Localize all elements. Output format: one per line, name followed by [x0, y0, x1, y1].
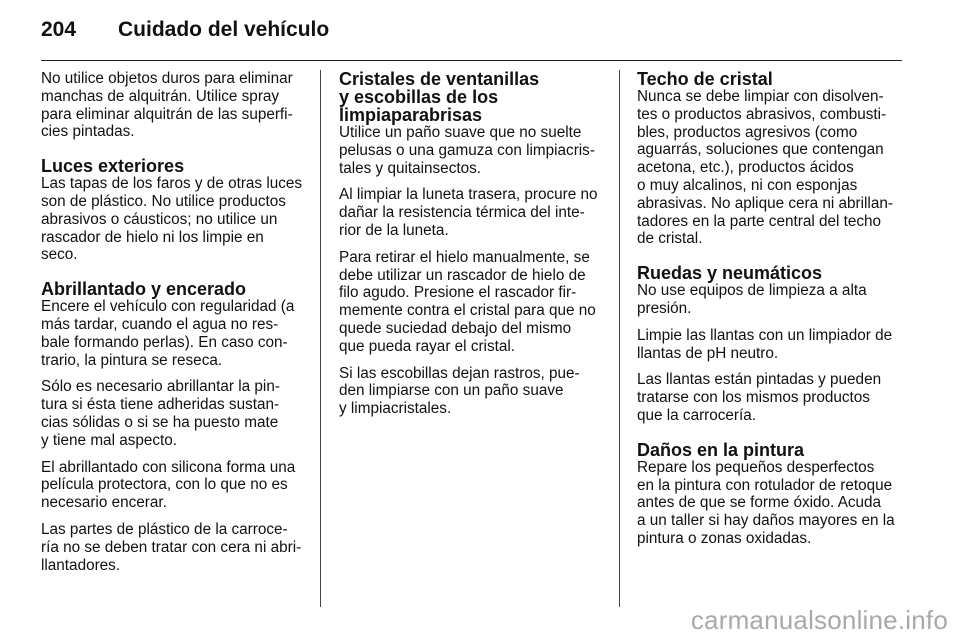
section-heading: Luces exteriores — [41, 156, 185, 177]
intro-paragraph: No utilice objetos duros para eliminar manchas de alquitrán. Utilice spray para eliminar alquitrán de las superfi- cies pintadas. — [41, 70, 293, 141]
section-ruedas — [637, 264, 905, 425]
paragraph: El abrillantado con silicona forma una película protectora, con lo que no es necesario encerar. — [41, 458, 296, 512]
paragraph: Las tapas de los faros y de otras luces son de plástico. No utilice productos abrasivos o cáusticos; no utilice un rascador de hielo ni los limpie en seco. — [41, 175, 303, 264]
paragraph: Repare los pequeños desperfectos en la pintura con rotulador de retoque antes de que se forme óxido. Acuda a un taller si hay daños mayores en la pintura o zonas oxidadas. — [637, 458, 895, 547]
paragraph: Encere el vehículo con regularidad (a más tardar, cuando el agua no res- bale formando perlas). En caso con- trario, la pintura se reseca. — [41, 298, 295, 369]
paragraph: Si las escobillas dejan rastros, pue- den limpiarse con un paño suave y limpiacristales. — [339, 364, 580, 418]
paragraph: Nunca se debe limpiar con disolven- tes o productos abrasivos, combusti- bles, productos agresivos (como aguarrás, soluciones que contengan acetona, etc.), productos ácidos o muy alcalinos, ni con esponjas abrasivas. No aplique cera ni abrillan- tadores en la parte central del techo de cristal. — [637, 88, 893, 248]
section-danos-pintura — [637, 441, 905, 548]
column-divider-1 — [320, 70, 321, 607]
paragraph: Sólo es necesario abrillantar la pin- tura si ésta tiene adheridas sustan- cias sólidas o si se ha puesto mate y tiene mal aspecto. — [41, 378, 280, 449]
section-heading: Techo de cristal — [637, 69, 773, 89]
page-title: Cuidado del vehículo — [118, 18, 330, 41]
paragraph: Limpie las llantas con un limpiador de llantas de pH neutro. — [637, 326, 893, 362]
paragraph: Al limpiar la luneta trasera, procure no dañar la resistencia térmica del inte- rior de la luneta. — [339, 186, 598, 239]
paragraph: Las partes de plástico de la carroce- ría no se deben tratar con cera ni abri- llantadores. — [41, 520, 302, 574]
section-heading: Ruedas y neumáticos — [637, 263, 823, 284]
page-header — [41, 18, 329, 48]
column-2 — [339, 70, 607, 434]
paragraph: Utilice un paño suave que no suelte pelusas o una gamuza con limpiacris- tales y quitainsectos. — [339, 124, 595, 177]
paragraph: Para retirar el hielo manualmente, se debe utilizar un rascador de hielo de filo agudo. Presione el rascador fir- memente contra el cristal para que no quede suciedad debajo del mismo que pueda rayar el cristal. — [339, 248, 596, 355]
watermark: carmanualsonline.info — [690, 605, 948, 635]
section-heading: Daños en la pintura — [637, 439, 805, 460]
section-luces-exteriores — [41, 157, 307, 264]
page-number: 204 — [41, 18, 77, 41]
section-abrillantado — [41, 280, 307, 574]
intro-section — [41, 70, 307, 141]
section-techo-cristal — [637, 70, 905, 248]
paragraph: No use equipos de limpieza a alta presión. — [637, 282, 867, 317]
section-heading: Abrillantado y encerado — [41, 279, 247, 300]
column-3 — [637, 70, 905, 564]
column-1 — [41, 70, 307, 590]
section-heading: Cristales de ventanillas y escobillas de los limpiaparabrisas — [339, 69, 540, 125]
header-rule — [41, 60, 902, 61]
section-cristales — [339, 70, 607, 418]
column-divider-2 — [619, 70, 620, 607]
paragraph: Las llantas están pintadas y pueden tratarse con los mismos productos que la carrocería. — [637, 371, 882, 424]
